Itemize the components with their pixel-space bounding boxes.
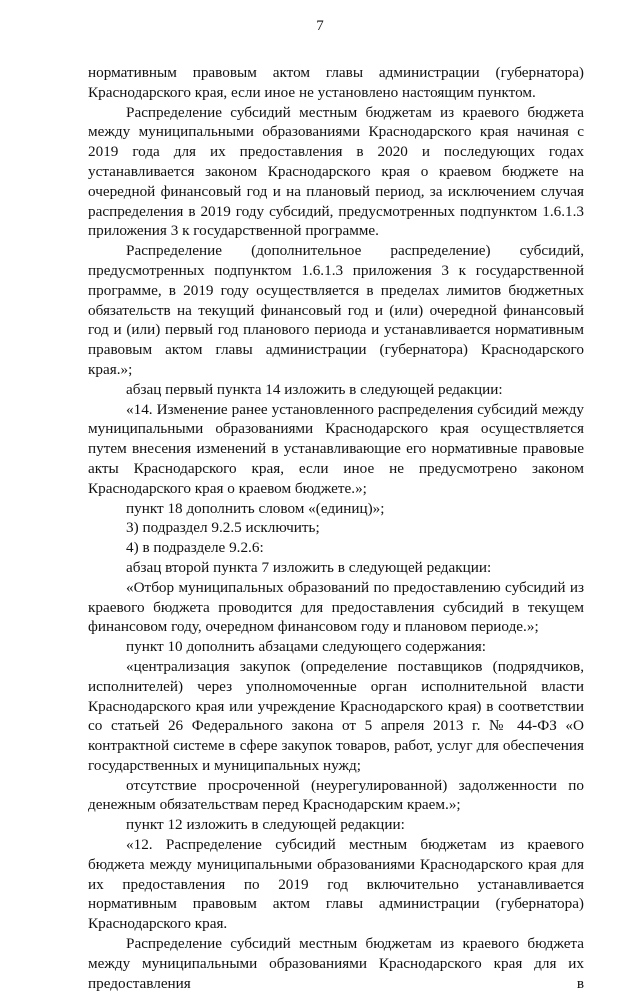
- paragraph: отсутствие просроченной (неурегулированной) задолженности по денежным обязательствам перед Краснодарским краем.»;: [88, 776, 584, 814]
- paragraph: абзац первый пункта 14 изложить в следующей редакции:: [126, 380, 503, 398]
- paragraph: 4) в подразделе 9.2.6:: [126, 539, 264, 557]
- paragraph: пункт 18 дополнить словом «(единиц)»;: [126, 499, 385, 517]
- paragraph: 3) подраздел 9.2.5 исключить;: [126, 519, 320, 537]
- paragraph: «Отбор муниципальных образований по предоставлению субсидий из краевого бюджета проводится для предоставления субсидий в текущем финансовом году, очередном финансовом году и плановом периоде.»;: [88, 578, 584, 636]
- paragraph: Распределение субсидий местным бюджетам из краевого бюджета между муниципальными образованиями Краснодарского края начиная с 2019 года для их предоставления в 2020 и последующих годах устанавливается законом Краснодарского края о краевом бюджете на очередной финансовый год и на плановый период, за исключением случая распределения в 2019 году субсидий, предусмотренных подпунктом 1.6.1.3 приложения 3 к государственной программе.: [88, 103, 584, 240]
- paragraph: пункт 10 дополнить абзацами следующего содержания:: [126, 638, 486, 656]
- document-body: [88, 63, 584, 993]
- paragraph: Распределение (дополнительное распределение) субсидий, предусмотренных подпунктом 1.6.1.3 приложения 3 к государственной программе, в 2019 году осуществляется в пределах лимитов бюджетных обязательств на текущий финансовый год и (или) очередной финансовый год и (или) первый год планового периода и устанавливается нормативным правовым актом главы администрации (губернатора) Краснодарского края.»;: [88, 242, 584, 378]
- paragraph: абзац второй пункта 7 изложить в следующей редакции:: [126, 558, 492, 576]
- paragraph: «12. Распределение субсидий местным бюджетам из краевого бюджета между муниципальными образованиями Краснодарского края для их предоставления по 2019 год включительно устанавливается нормативным правовым актом главы администрации (губернатора) Краснодарского края.: [88, 836, 584, 933]
- paragraph: «14. Изменение ранее установленного распределения субсидий между муниципальными образованиями Краснодарского края осуществляется путем внесения изменений в устанавливающие его нормативные правовые акты Краснодарского края, если иное не предусмотрено законом Краснодарского края о краевом бюджете.»;: [88, 400, 584, 497]
- page-number: 7: [316, 18, 324, 34]
- paragraph: Распределение субсидий местным бюджетам из краевого бюджета между муниципальными образованиями Краснодарского края для их предоставления в: [88, 935, 584, 992]
- paragraph: пункт 12 изложить в следующей редакции:: [126, 816, 405, 834]
- paragraph: «централизация закупок (определение поставщиков (подрядчиков, исполнителей) через уполномоченные орган исполнительной власти Краснодарского края или учреждение Краснодарского края) в соответствии со статьей 26 Федерального закона от 5 апреля 2013 г. № 44-ФЗ «О контрактной системе в сфере закупок товаров, работ, услуг для обеспечения государственных и муниципальных нужд;: [88, 657, 584, 774]
- paragraph: нормативным правовым актом главы администрации (губернатора) Краснодарского края, если иное не установлено настоящим пунктом.: [88, 64, 584, 101]
